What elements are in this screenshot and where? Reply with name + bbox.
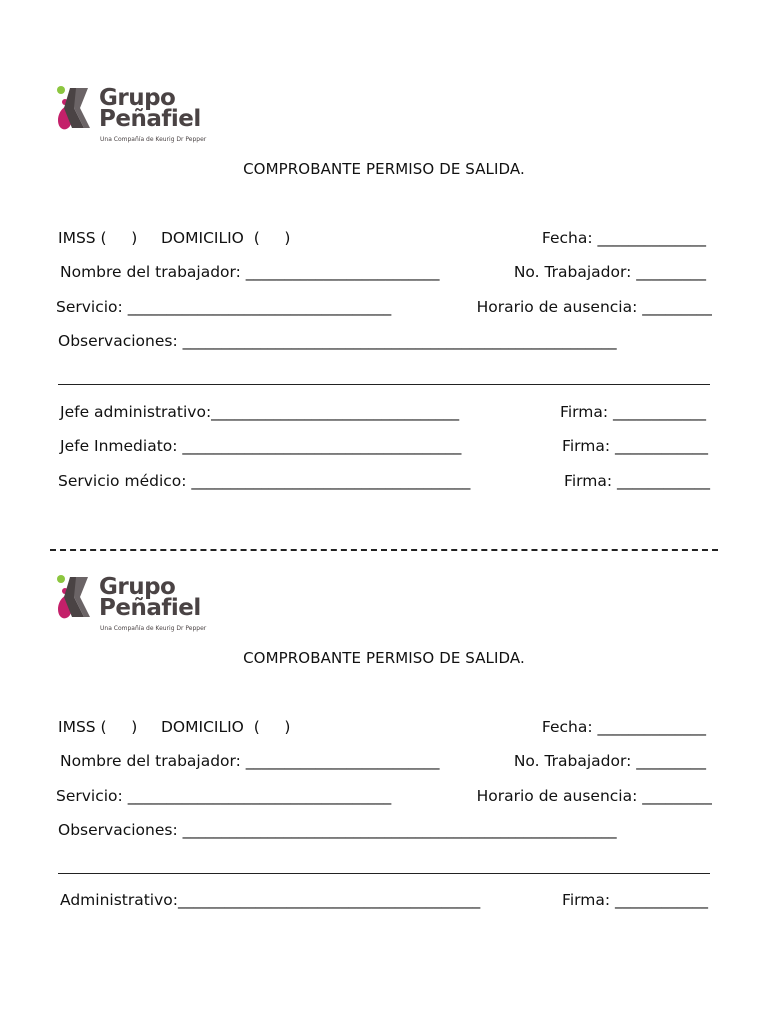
form2-no-trabajador-field[interactable]: No. Trabajador: _________ <box>513 752 706 770</box>
form1-jefe-inmediato-field[interactable]: Jefe Inmediato: ____________________________________ <box>60 437 462 455</box>
form1-row-servicio <box>56 298 712 318</box>
form2-row-imss <box>56 718 712 738</box>
form2-domicilio-field[interactable]: DOMICILIO ( ) <box>161 718 291 736</box>
form2-imss-field[interactable]: IMSS ( ) <box>58 718 138 736</box>
form1-nombre-trabajador-field[interactable]: Nombre del trabajador: _________________________ <box>60 263 440 281</box>
form2-observaciones-extra-line[interactable] <box>58 873 710 874</box>
logo-word-penafiel: Peñafiel <box>99 595 201 621</box>
form1-horario-ausencia-field[interactable]: Horario de ausencia: _________ <box>476 298 712 316</box>
form2-nombre-trabajador-field[interactable]: Nombre del trabajador: _________________________ <box>60 752 440 770</box>
form2-administrativo-firma[interactable]: Firma: ____________ <box>562 891 708 909</box>
form1-row-servicio-medico <box>56 472 712 492</box>
logo-tagline: Una Compañía de Keurig Dr Pepper <box>100 136 207 143</box>
form2-fecha-field[interactable]: Fecha: ______________ <box>541 718 706 736</box>
grupo-penafiel-logo-mark <box>54 573 98 629</box>
cut-line-separator <box>50 549 718 551</box>
company-logo-2 <box>54 573 214 637</box>
form1-servicio-field[interactable]: Servicio: __________________________________ <box>56 298 392 316</box>
form1-imss-field[interactable]: IMSS ( ) <box>58 229 138 247</box>
form2-administrativo-field[interactable]: Administrativo:_______________________________________ <box>60 891 481 909</box>
grupo-penafiel-logo-mark <box>54 84 98 140</box>
form1-servicio-medico-field[interactable]: Servicio médico: ____________________________________ <box>58 472 471 490</box>
form1-observaciones-extra-line[interactable] <box>58 384 710 385</box>
form2-row-servicio <box>56 787 712 807</box>
form1-servicio-medico-firma[interactable]: Firma: ____________ <box>564 472 710 490</box>
form2-observaciones-field[interactable]: Observaciones: ________________________________________________________ <box>58 821 617 839</box>
form1-domicilio-field[interactable]: DOMICILIO ( ) <box>161 229 291 247</box>
form1-observaciones-field[interactable]: Observaciones: ________________________________________________________ <box>58 332 617 350</box>
form2-title: COMPROBANTE PERMISO DE SALIDA. <box>243 649 525 667</box>
form1-jefe-administrativo-firma[interactable]: Firma: ____________ <box>560 403 706 421</box>
form1-no-trabajador-field[interactable]: No. Trabajador: _________ <box>513 263 706 281</box>
form1-row-imss <box>56 229 712 249</box>
form2-row-nombre <box>56 752 712 772</box>
form1-fecha-field[interactable]: Fecha: ______________ <box>541 229 706 247</box>
form1-title: COMPROBANTE PERMISO DE SALIDA. <box>243 160 525 178</box>
form2-horario-ausencia-field[interactable]: Horario de ausencia: _________ <box>476 787 712 805</box>
form1-row-jefe-administrativo <box>56 403 712 423</box>
form1-jefe-administrativo-field[interactable]: Jefe administrativo:________________________________ <box>60 403 460 421</box>
logo-tagline: Una Compañía de Keurig Dr Pepper <box>100 625 207 632</box>
logo-word-grupo: Grupo <box>99 85 176 111</box>
company-logo <box>54 84 214 148</box>
form2-row-observaciones <box>56 821 712 841</box>
logo-word-penafiel: Peñafiel <box>99 106 201 132</box>
form1-jefe-inmediato-firma[interactable]: Firma: ____________ <box>562 437 708 455</box>
form2-row-administrativo <box>56 891 712 911</box>
form1-row-observaciones <box>56 332 712 352</box>
form1-row-nombre <box>56 263 712 283</box>
form1-row-jefe-inmediato <box>56 437 712 457</box>
form2-servicio-field[interactable]: Servicio: __________________________________ <box>56 787 392 805</box>
logo-word-grupo: Grupo <box>99 574 176 600</box>
